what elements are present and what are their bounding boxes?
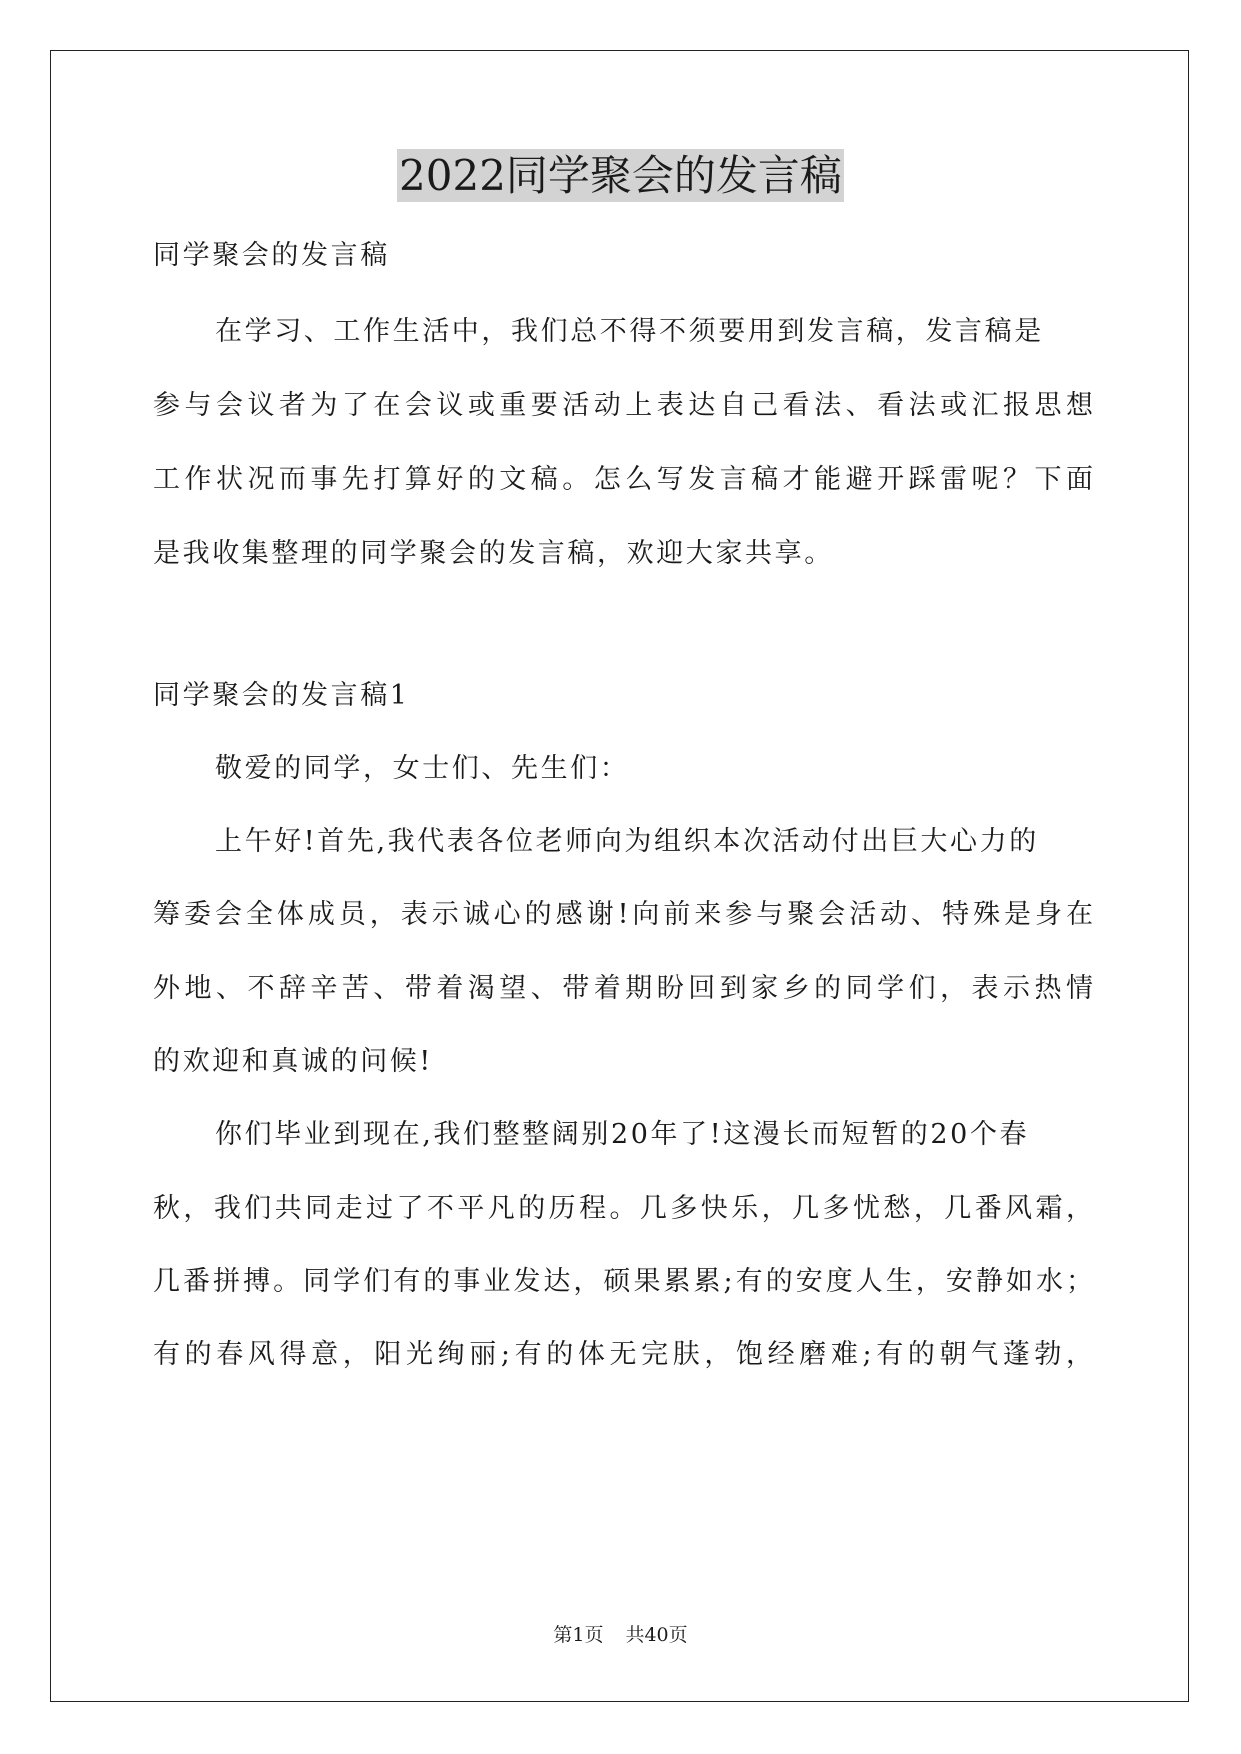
page-total: 共40页 (625, 1624, 688, 1646)
intro-line-1: 在学习、工作生活中，我们总不得不须要用到发言稿，发言稿是 (215, 316, 1044, 347)
para2-line-2: 秋，我们共同走过了不平凡的历程。几多快乐，几多忧愁，几番风霜， (153, 1193, 1093, 1224)
salutation: 敬爱的同学，女士们、先生们： (215, 753, 630, 784)
para2-line-1: 你们毕业到现在,我们整整阔别20年了!这漫长而短暂的20个春 (215, 1119, 1030, 1150)
section-heading: 同学聚会的发言稿1 (153, 680, 410, 711)
page-footer (0, 1622, 1241, 1648)
page-number: 第1页 (553, 1624, 604, 1646)
intro-line-4: 是我收集整理的同学聚会的发言稿，欢迎大家共享。 (153, 538, 834, 569)
para2-line-3: 几番拼搏。同学们有的事业发达，硕果累累;有的安度人生，安静如水； (153, 1266, 1093, 1297)
para2-line-4: 有的春风得意，阳光绚丽;有的体无完肤，饱经磨难;有的朝气蓬勃， (153, 1339, 1093, 1370)
intro-line-2: 参与会议者为了在会议或重要活动上表达自己看法、看法或汇报思想 (153, 390, 1093, 421)
para1-line-1: 上午好!首先,我代表各位老师向为组织本次活动付出巨大心力的 (215, 826, 1039, 857)
subtitle: 同学聚会的发言稿 (153, 240, 390, 271)
document-title-text: 2022同学聚会的发言稿 (399, 151, 842, 200)
intro-line-3: 工作状况而事先打算好的文稿。怎么写发言稿才能避开踩雷呢？下面 (153, 464, 1093, 495)
page-border (50, 50, 1189, 1702)
para1-line-4: 的欢迎和真诚的问候! (153, 1046, 433, 1077)
document-title (0, 148, 1241, 204)
para1-line-2: 筹委会全体成员，表示诚心的感谢!向前来参与聚会活动、特殊是身在 (153, 899, 1093, 930)
para1-line-3: 外地、不辞辛苦、带着渴望、带着期盼回到家乡的同学们，表示热情 (153, 973, 1093, 1004)
